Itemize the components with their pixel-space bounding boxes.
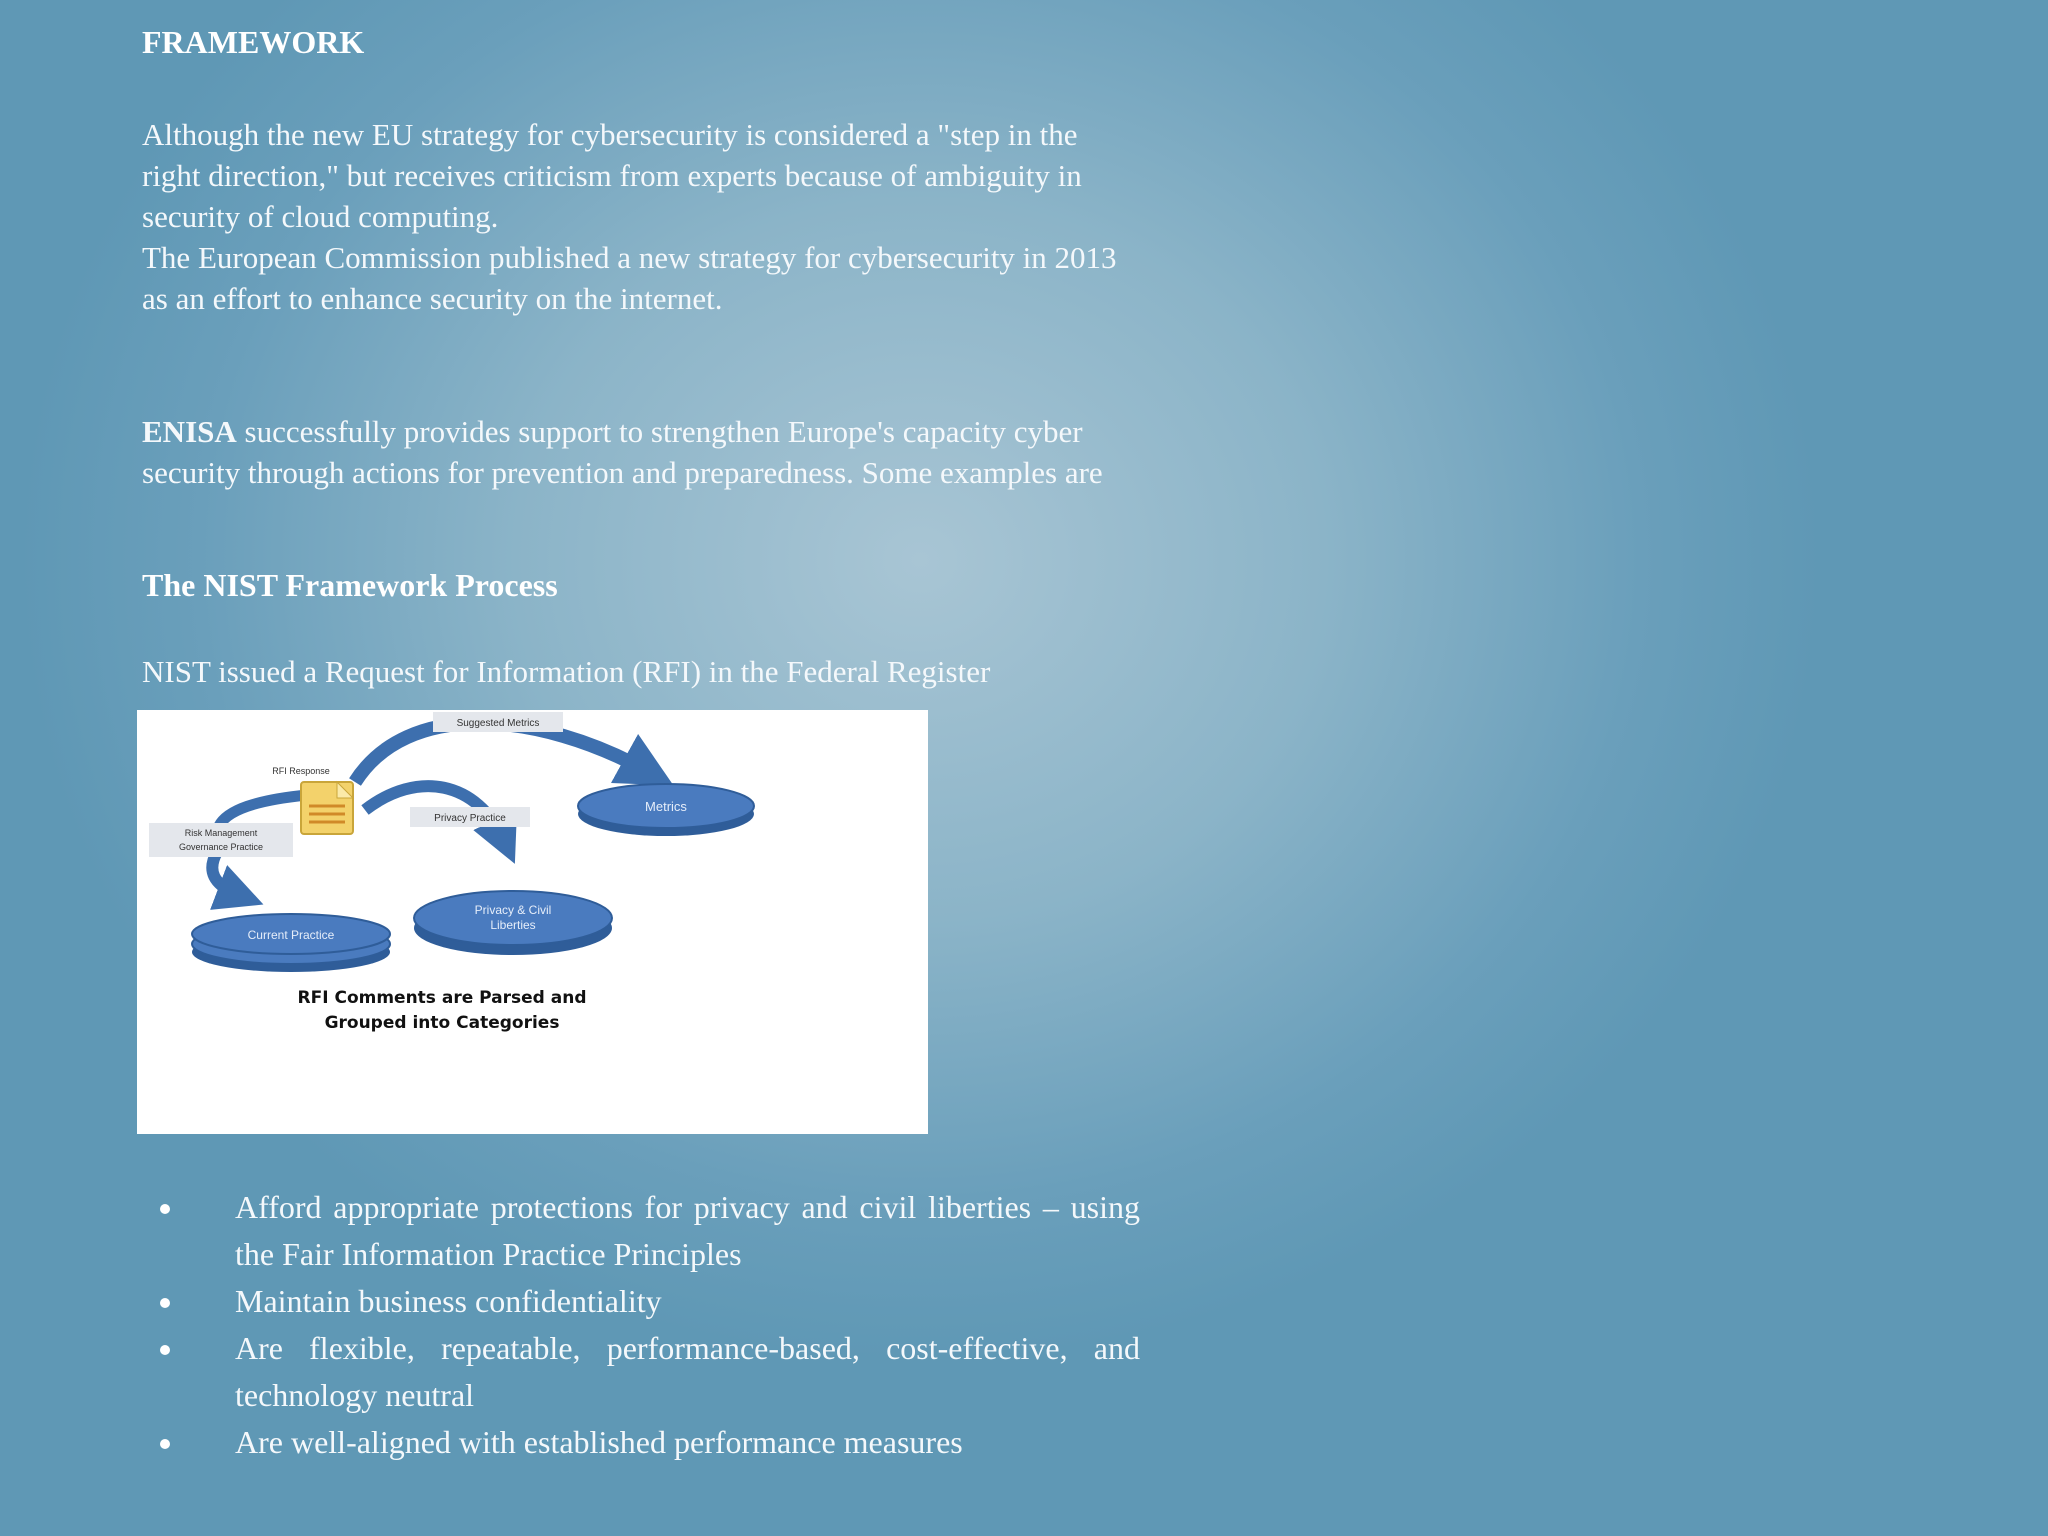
bullet-icon bbox=[160, 1439, 170, 1449]
list-item bbox=[142, 1325, 1140, 1419]
intro-text-1: Although the new EU strategy for cybersecurity is considered a "step in the right direction," but receives criticism from experts because of ambiguity in security of cloud computing. bbox=[142, 117, 1082, 234]
enisa-bold-term: ENISA bbox=[142, 414, 237, 449]
risk-management-label-1: Risk Management bbox=[184, 828, 258, 838]
list-item-text: Maintain business confidentiality bbox=[235, 1283, 662, 1319]
intro-paragraph bbox=[142, 114, 1142, 319]
arrow-to-risk bbox=[219, 795, 307, 826]
suggested-metrics-label: Suggested Metrics bbox=[456, 718, 540, 729]
enisa-body: successfully provides support to strengthen Europe's capacity cyber security through actions for prevention and preparedness. Some examples are bbox=[142, 414, 1103, 490]
page-title: FRAMEWORK bbox=[142, 24, 365, 60]
document-icon bbox=[301, 782, 353, 834]
enisa-paragraph bbox=[142, 411, 1142, 493]
intro-text-2: The European Commission published a new strategy for cybersecurity in 2013 as an effort to enhance security on the internet. bbox=[142, 240, 1117, 316]
metrics-disc bbox=[578, 784, 754, 836]
bullet-icon bbox=[160, 1298, 170, 1308]
current-practice-label: Current Practice bbox=[247, 928, 335, 942]
list-item bbox=[142, 1278, 1140, 1325]
figure-caption-2: Grouped into Categories bbox=[324, 1013, 560, 1033]
nist-text: NIST issued a Request for Information (RFI) in the Federal Register bbox=[142, 654, 991, 689]
nist-paragraph bbox=[142, 651, 1142, 692]
current-practice-disc bbox=[192, 914, 390, 972]
arrow-to-current bbox=[212, 852, 241, 896]
privacy-practice-label: Privacy Practice bbox=[434, 813, 506, 824]
privacy-civil-disc bbox=[414, 891, 612, 955]
risk-management-label-2: Governance Practice bbox=[178, 842, 264, 852]
metrics-label: Metrics bbox=[645, 799, 687, 814]
list-item-text: Are well-aligned with established performance measures bbox=[235, 1424, 963, 1460]
list-item bbox=[142, 1184, 1140, 1278]
bullet-icon bbox=[160, 1345, 170, 1355]
list-item-text: Are flexible, repeatable, performance-based, cost-effective, and technology neutral bbox=[235, 1330, 1140, 1413]
list-item-text: Afford appropriate protections for privacy and civil liberties – using the Fair Information Practice Principles bbox=[235, 1189, 1140, 1272]
nist-heading: The NIST Framework Process bbox=[142, 567, 558, 603]
privacy-civil-label-1: Privacy & Civil bbox=[474, 903, 552, 917]
figure-caption-1: RFI Comments are Parsed and bbox=[297, 988, 587, 1008]
nist-rfi-diagram bbox=[137, 710, 928, 1134]
enisa-text bbox=[142, 411, 1142, 493]
privacy-civil-label-2: Liberties bbox=[490, 918, 536, 932]
bullet-icon bbox=[160, 1204, 170, 1214]
principles-list bbox=[142, 1184, 1140, 1466]
list-item bbox=[142, 1419, 1140, 1466]
rfi-response-label: RFI Response bbox=[272, 766, 330, 776]
